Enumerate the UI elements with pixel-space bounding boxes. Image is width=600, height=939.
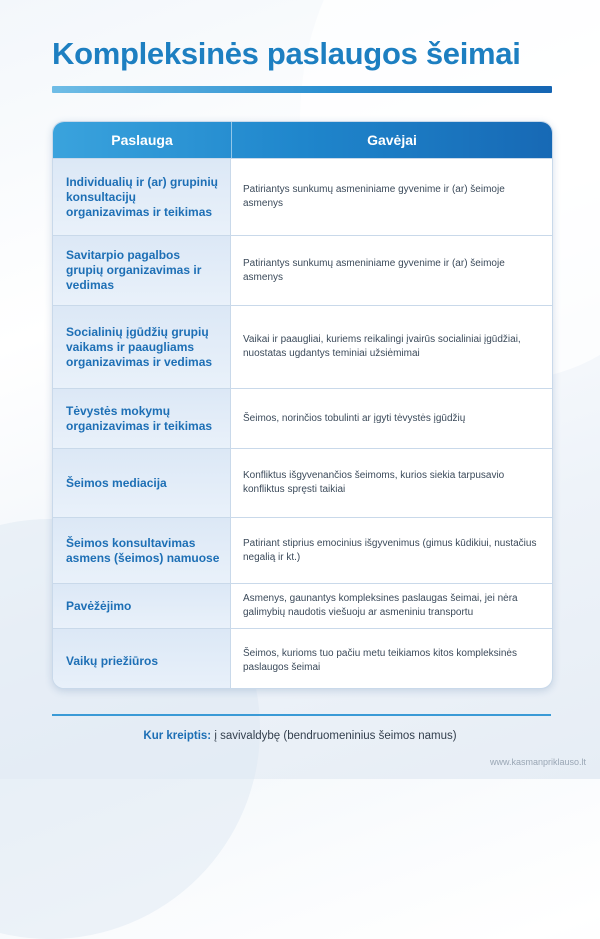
column-header-service: Paslauga: [53, 122, 232, 158]
service-cell: Vaikų priežiūros: [53, 629, 231, 689]
footer-label: Kur kreiptis:: [143, 730, 212, 742]
table-row: [53, 448, 552, 517]
recipients-cell: Patiriant stiprius emocinius išgyvenimus (gimus kūdikiui, nustačius negalią ir kt.): [243, 537, 537, 563]
recipients-cell: Šeimos, norinčios tobulinti ar įgyti tėvystės įgūdžių: [243, 412, 466, 424]
website-url: www.kasmanpriklauso.lt: [489, 757, 586, 767]
column-header-recipients: Gavėjai: [367, 132, 417, 148]
footer-divider: [52, 714, 551, 716]
table-row: [53, 305, 552, 388]
recipients-cell: Asmenys, gaunantys kompleksines paslaugas šeimai, jei nėra galimybių naudotis viešuoju ar asmeniniu transportu: [243, 593, 518, 618]
table-row: [53, 517, 552, 583]
recipients-cell: Konfliktus išgyvenančios šeimoms, kurios siekia tarpusavio konfliktus spręsti taikiai: [243, 470, 505, 495]
service-cell: Šeimos konsultavimas asmens (šeimos) namuose: [53, 518, 231, 583]
table-row: [53, 235, 552, 305]
service-cell: Savitarpio pagalbos grupių organizavimas ir vedimas: [53, 236, 231, 305]
recipients-cell: Vaikai ir paaugliai, kuriems reikalingi įvairūs socialiniai įgūdžiai, nuostatas ugdantys teminiai užsiėmimai: [243, 334, 521, 359]
service-cell: Tėvystės mokymų organizavimas ir teikimas: [53, 389, 231, 448]
footer-note: [0, 730, 600, 742]
table-row: [53, 583, 552, 628]
title-underline: [52, 86, 552, 93]
recipients-cell: Šeimos, kurioms tuo pačiu metu teikiamos kitos kompleksinės paslaugos šeimai: [243, 648, 517, 673]
service-cell: Individualių ir (ar) grupinių konsultacijų organizavimas ir teikimas: [53, 159, 231, 235]
service-cell: Socialinių įgūdžių grupių vaikams ir paaugliams organizavimas ir vedimas: [53, 306, 231, 388]
services-table: [52, 121, 553, 689]
table-header: [53, 122, 552, 158]
table-row: [53, 628, 552, 689]
footer-text: į savivaldybę (bendruomeninius šeimos namus): [214, 730, 457, 742]
service-cell: Šeimos mediacija: [53, 449, 231, 517]
table-row: [53, 158, 552, 235]
recipients-cell: Patiriantys sunkumų asmeniniame gyvenime ir (ar) šeimoje asmenys: [243, 257, 505, 283]
page-title: Kompleksinės paslaugos šeimai: [52, 36, 521, 71]
service-cell: Pavėžėjimo: [53, 584, 231, 628]
table-row: [53, 388, 552, 448]
recipients-cell: Patiriantys sunkumų asmeniniame gyvenime ir (ar) šeimoje asmenys: [243, 184, 505, 209]
